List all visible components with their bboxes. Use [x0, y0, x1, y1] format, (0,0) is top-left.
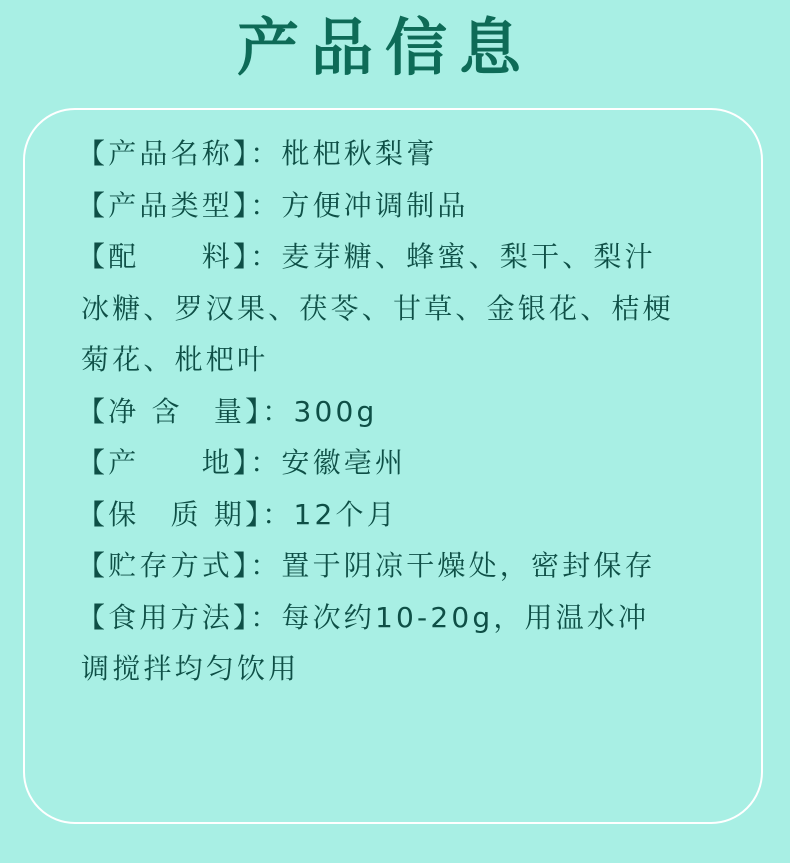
- ingredients-continuation-line: 菊花、枇杷叶: [81, 343, 269, 376]
- usage-continuation-line: 调搅拌均匀饮用: [81, 652, 300, 685]
- ingredients-line: 【配 料】：麦芽糖、蜂蜜、梨干、梨汁: [77, 240, 656, 273]
- page-title: 产品信息: [236, 11, 533, 84]
- net-content-line: 【净 含 量】：300g: [77, 394, 378, 428]
- usage-line: 【食用方法】：每次约10-20g，用温水冲: [77, 600, 650, 634]
- product-type-line: 【产品类型】：方便冲调制品: [77, 188, 469, 222]
- ingredients-continuation-line: 冰糖、罗汉果、茯苓、甘草、金银花、桔梗: [81, 291, 674, 325]
- product-info-list: [77, 128, 737, 695]
- storage-line: 【贮存方式】：置于阴凉干燥处，密封保存: [77, 549, 656, 582]
- origin-line: 【产 地】：安徽亳州: [77, 446, 407, 479]
- shelf-life-line: 【保 质 期】：12个月: [77, 497, 398, 531]
- product-name-line: 【产品名称】：枇杷秋梨膏: [77, 137, 438, 170]
